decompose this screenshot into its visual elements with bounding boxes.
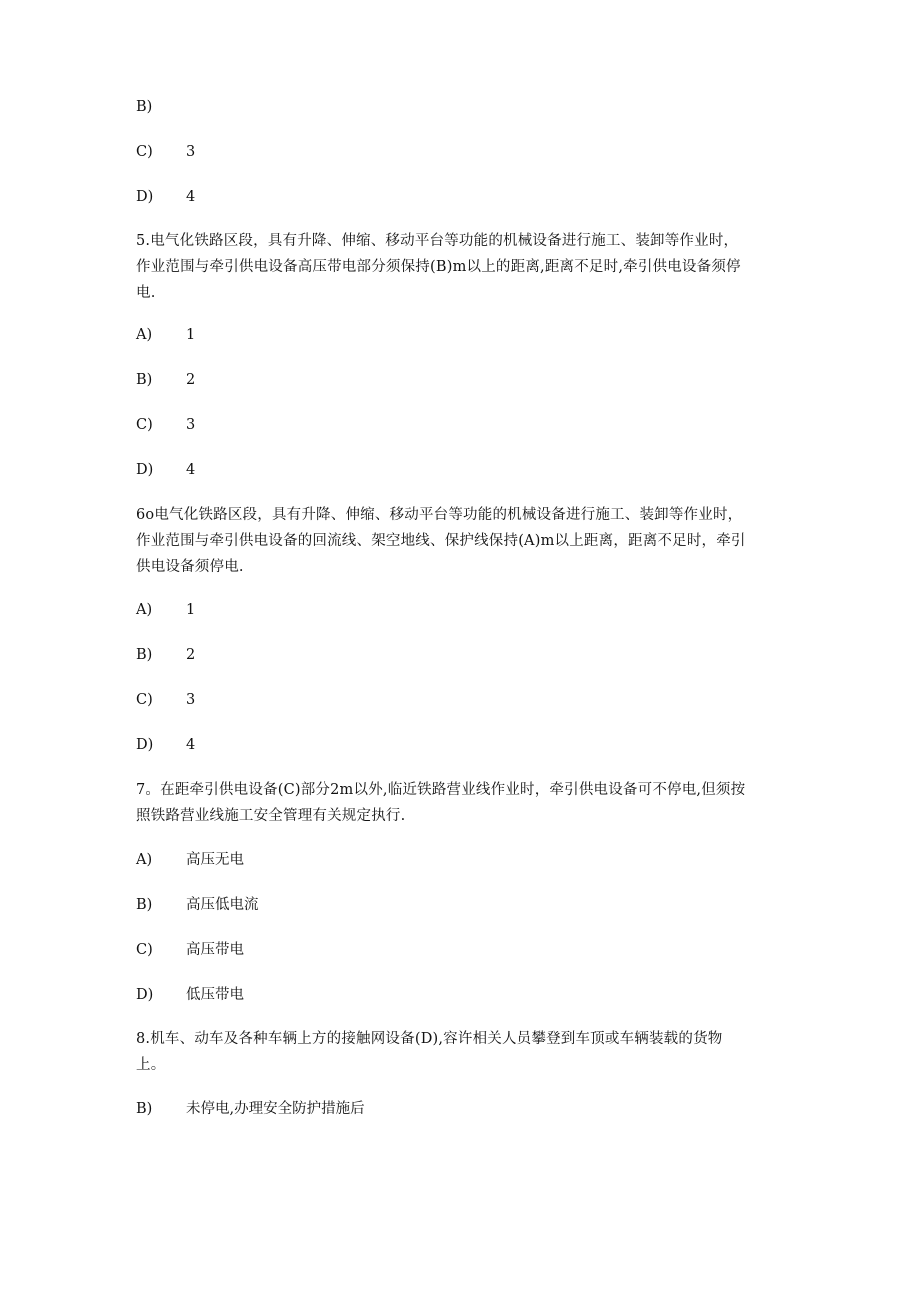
option-text: 高压低电流 [186,897,259,913]
q6-option-d [136,735,195,755]
option-text: 1 [186,327,196,343]
q5-option-a [136,325,195,345]
option-label: B) [136,647,153,663]
q6-text-line-1: 6o电气化铁路区段，具有升降、伸缩、移动平台等功能的机械设备进行施工、装卸等作业时， [136,507,743,523]
option-text: 3 [186,144,196,160]
q7-text-line-2: 照铁路营业线施工安全管理有关规定执行. [136,808,406,824]
option-text: 4 [186,189,196,205]
q8-option-b [136,1099,365,1119]
option-text: 高压带电 [186,942,244,958]
q6-text-line-2: 作业范围与牵引供电设备的回流线、架空地线、保护线保持(A)m以上距离，距离不足时，牵引 [136,533,746,549]
option-label: C) [136,942,153,958]
q6-text-line-3: 供电设备须停电. [136,559,244,575]
q5-text-line-1: 5.电气化铁路区段，具有升降、伸缩、移动平台等功能的机械设备进行施工、装卸等作业时， [136,233,739,249]
q5-text-line-3: 电. [136,285,156,301]
q6-option-a [136,600,195,620]
q4-option-c [136,142,195,162]
option-text: 3 [186,417,196,433]
option-text: 低压带电 [186,987,244,1003]
option-label: D) [136,189,154,205]
q4-option-d [136,187,195,207]
q5-option-d [136,460,195,480]
option-label: C) [136,692,153,708]
option-text: 2 [186,647,196,663]
q6-option-b [136,645,195,665]
option-label: A) [136,852,153,868]
option-text: 3 [186,692,196,708]
q7-option-c [136,940,244,960]
q7-option-a [136,850,244,870]
option-text: 2 [186,372,196,388]
q8-text-line-2: 上。 [136,1057,166,1073]
q5-text-line-2: 作业范围与牵引供电设备高压带电部分须保持(B)m以上的距离,距离不足时,牵引供电设备须停 [136,259,741,275]
option-label: D) [136,737,154,753]
option-text: 4 [186,462,196,478]
q7-option-d [136,985,244,1005]
q4-option-b [136,97,186,117]
option-text: 未停电,办理安全防护措施后 [186,1101,365,1117]
option-label: C) [136,144,153,160]
option-label: A) [136,327,153,343]
q7-text-line-1: 7。在距牵引供电设备(C)部分2m以外,临近铁路营业线作业时，牵引供电设备可不停电,但须按 [136,782,746,798]
q8-text-line-1: 8.机车、动车及各种车辆上方的接触网设备(D),容许相关人员攀登到车顶或车辆装载的货物 [136,1031,723,1047]
option-text: 高压无电 [186,852,244,868]
option-label: D) [136,462,154,478]
option-label: D) [136,987,154,1003]
option-label: B) [136,372,153,388]
q5-option-b [136,370,195,390]
option-label: B) [136,897,153,913]
q7-option-b [136,895,259,915]
option-label: A) [136,602,153,618]
option-label: B) [136,99,153,115]
q5-option-c [136,415,195,435]
option-text: 1 [186,602,196,618]
option-label: B) [136,1101,153,1117]
option-label: C) [136,417,153,433]
q6-option-c [136,690,195,710]
option-text: 4 [186,737,196,753]
